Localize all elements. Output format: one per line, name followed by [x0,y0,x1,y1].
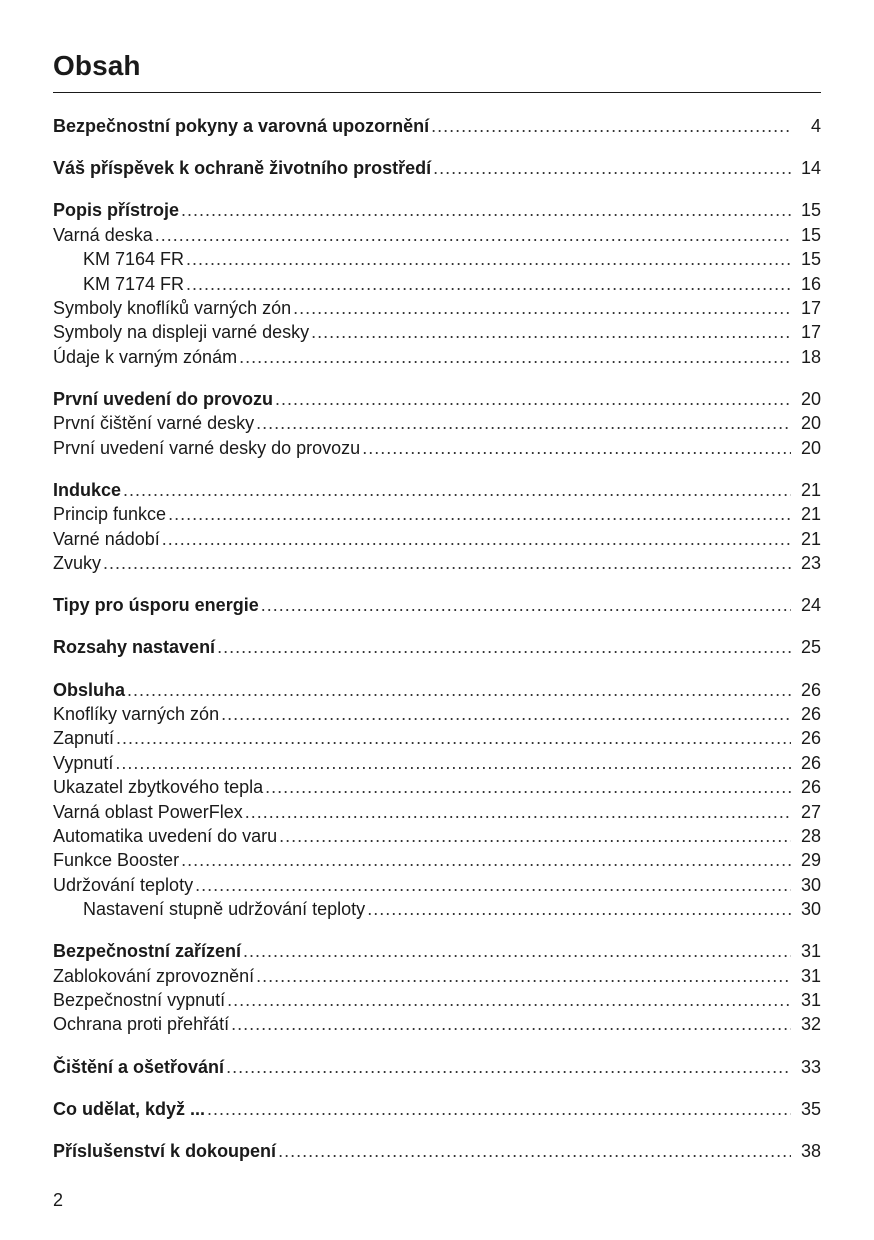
toc-leader-dots [243,939,791,963]
toc-entry-label: Zvuky [53,553,102,574]
toc-leader-dots [311,320,791,344]
page-title: Obsah [53,50,141,81]
toc-leader-dots [195,873,791,897]
toc-entry[interactable] [53,436,821,460]
toc-entry[interactable] [53,156,821,180]
toc-entry-label: Varná oblast PowerFlex [53,801,243,822]
toc-entry-label: Bezpečnostní vypnutí [53,990,226,1011]
toc-leader-dots [275,387,791,411]
table-of-contents [53,114,821,1163]
toc-entry-label: Ochrana proti přehřátí [53,1014,230,1035]
toc-entry[interactable] [53,897,821,921]
toc-leader-dots [181,848,791,872]
toc-entry-label: Indukce [53,479,122,500]
toc-leader-dots [217,635,791,659]
toc-entry-label: Automatika uvedení do varu [53,825,278,846]
toc-entry-page: 21 [800,479,821,500]
toc-entry-page: 18 [800,346,821,367]
toc-leader-dots [103,551,791,575]
toc-entry-label: Ukazatel zbytkového tepla [53,777,264,798]
toc-entry-label: Co udělat, když ... [53,1098,206,1119]
toc-entry[interactable] [53,1139,821,1163]
toc-entry-label: Údaje k varným zónám [53,346,238,367]
toc-entry-label: Bezpečnostní zařízení [53,941,242,962]
toc-entry[interactable] [53,824,821,848]
toc-leader-dots [123,478,791,502]
toc-entry[interactable] [53,551,821,575]
toc-entry[interactable] [53,387,821,411]
toc-leader-dots [221,702,791,726]
toc-entry[interactable] [53,502,821,526]
toc-entry-label: Princip funkce [53,504,167,525]
toc-entry-label: Čištění a ošetřování [53,1056,225,1077]
toc-entry[interactable] [53,775,821,799]
toc-entry-page: 26 [800,728,821,749]
toc-entry[interactable] [53,678,821,702]
toc-entry-label: Udržování teploty [53,874,194,895]
toc-entry[interactable] [53,247,821,271]
toc-entry[interactable] [53,114,821,138]
toc-leader-dots [265,775,791,799]
toc-entry-label: KM 7164 FR [83,249,185,270]
toc-entry-page: 32 [800,1014,821,1035]
toc-entry[interactable] [53,223,821,247]
toc-entry-page: 28 [800,825,821,846]
toc-entry[interactable] [53,939,821,963]
toc-entry[interactable] [53,800,821,824]
toc-leader-dots [256,411,791,435]
toc-leader-dots [181,198,791,222]
toc-leader-dots [362,436,791,460]
toc-entry[interactable] [53,320,821,344]
toc-entry-page: 31 [800,965,821,986]
toc-leader-dots [261,593,791,617]
toc-entry-page: 23 [800,553,821,574]
toc-entry[interactable] [53,751,821,775]
toc-entry-label: První uvedení varné desky do provozu [53,437,361,458]
toc-entry[interactable] [53,296,821,320]
toc-entry-label: Symboly knoflíků varných zón [53,297,292,318]
toc-entry-page: 24 [800,595,821,616]
toc-leader-dots [155,223,791,247]
toc-entry-page: 15 [800,249,821,270]
toc-leader-dots [293,296,791,320]
toc-leader-dots [256,964,791,988]
toc-leader-dots [127,678,791,702]
title-divider [53,92,821,93]
toc-entry-page: 4 [810,116,821,136]
toc-entry[interactable] [53,726,821,750]
toc-entry-page: 26 [800,777,821,798]
toc-entry[interactable] [53,478,821,502]
toc-entry-page: 17 [800,322,821,343]
toc-entry-page: 26 [800,704,821,724]
toc-entry-page: 31 [800,941,821,962]
toc-entry-page: 20 [800,388,821,409]
toc-entry-label: Obsluha [53,679,126,700]
toc-entry-page: 16 [800,273,821,294]
toc-entry[interactable] [53,527,821,551]
toc-leader-dots [207,1097,791,1121]
toc-entry-page: 30 [800,874,821,895]
toc-entry-page: 30 [800,899,821,920]
toc-entry-label: První uvedení do provozu [53,388,274,409]
toc-entry-label: Funkce Booster [53,850,180,871]
toc-entry-label: Popis přístroje [53,200,180,221]
toc-leader-dots [186,272,791,296]
toc-entry-page: 15 [800,224,821,245]
toc-entry-page: 26 [800,752,821,773]
toc-entry-page: 33 [800,1056,821,1077]
toc-entry-page: 27 [800,801,821,822]
toc-leader-dots [245,800,791,824]
toc-entry-label: Symboly na displeji varné desky [53,322,310,343]
toc-entry[interactable] [53,964,821,988]
toc-entry-page: 20 [800,437,821,458]
toc-entry-page: 14 [800,158,821,179]
toc-entry-label: Knoflíky varných zón [53,704,220,724]
toc-entry[interactable] [53,702,821,726]
toc-leader-dots [162,527,791,551]
toc-entry[interactable] [53,1097,821,1121]
toc-leader-dots [278,1139,791,1163]
toc-entry-page: 21 [800,504,821,525]
toc-leader-dots [168,502,791,526]
toc-entry-label: Zapnutí [53,728,115,749]
toc-leader-dots [239,345,791,369]
toc-entry-label: Tipy pro úsporu energie [53,595,259,616]
toc-entry-label: Váš příspěvek k ochraně životního prostředí [53,158,432,179]
toc-entry-label: KM 7174 FR [83,273,185,294]
toc-leader-dots [227,988,791,1012]
toc-entry[interactable] [53,1055,821,1079]
page-number: 2 [53,1190,64,1210]
toc-entry[interactable] [53,873,821,897]
toc-entry[interactable] [53,1012,821,1036]
toc-leader-dots [226,1055,791,1079]
toc-leader-dots [186,247,791,271]
toc-entry[interactable] [53,988,821,1012]
toc-entry-page: 20 [800,413,821,434]
toc-entry[interactable] [53,272,821,296]
toc-entry-page: 17 [800,297,821,318]
toc-entry-page: 21 [800,528,821,549]
toc-entry-label: Nastavení stupně udržování teploty [83,899,366,920]
toc-entry-label: Rozsahy nastavení [53,637,216,658]
toc-entry-page: 31 [800,990,821,1011]
toc-entry-page: 38 [800,1141,821,1162]
toc-entry-page: 15 [800,200,821,221]
toc-leader-dots [431,114,791,138]
toc-entry[interactable] [53,411,821,435]
toc-entry-page: 25 [800,637,821,658]
toc-leader-dots [115,751,791,775]
toc-entry-label: Vypnutí [53,752,114,773]
toc-entry[interactable] [53,848,821,872]
toc-entry-label: Varné nádobí [53,528,160,549]
toc-entry-label: Bezpečnostní pokyny a varovná upozornění [53,116,430,136]
toc-leader-dots [231,1012,791,1036]
toc-leader-dots [279,824,791,848]
toc-entry-page: 29 [800,850,821,871]
toc-entry-page: 35 [800,1098,821,1119]
toc-leader-dots [367,897,791,921]
toc-entry-label: Příslušenství k dokoupení [53,1141,277,1162]
toc-entry-label: Zablokování zprovoznění [53,965,255,986]
toc-leader-dots [116,726,791,750]
toc-entry[interactable] [53,345,821,369]
toc-entry-label: Varná deska [53,224,153,245]
toc-leader-dots [433,156,791,180]
toc-entry-page: 26 [800,679,821,700]
toc-entry-label: První čištění varné desky [53,413,255,434]
toc-entry[interactable] [53,593,821,617]
toc-entry[interactable] [53,635,821,659]
toc-entry[interactable] [53,198,821,222]
